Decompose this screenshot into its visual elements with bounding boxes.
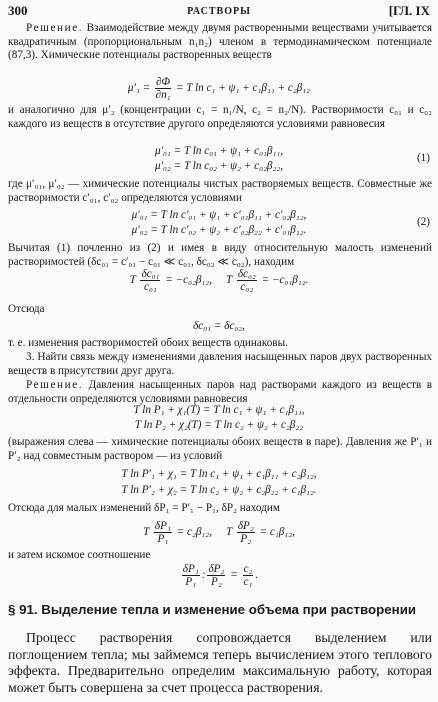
page-number: 300: [8, 3, 28, 18]
paragraph-text: Отсюда для малых изменений δP₁ = P′₁ − P₁, δP₂ находим: [8, 502, 280, 514]
equation-equal-changes: δc₀₁ = δc₀₂,: [193, 320, 245, 332]
equation-1b: μ′₀₂ = T ln c₀₂ + ψ₂ + c₀₂β₂₂,: [154, 160, 284, 172]
paragraph-text: Вычитая (1) почленно из (2) и имея в виду относительную малость изменений растворимостей (δc₀₁ = c′₀₁ − c₀₁ ≪ c₀₁, δc₀₂ ≪ c₀₂), находим: [8, 242, 432, 268]
paragraph-1: [8, 22, 432, 63]
paragraph-9: [8, 436, 432, 463]
paragraph-text: Взаимодействие между двумя растворенными веществами учитывается квадратичным (пропорциональным n₁n₂) членом в термодинамическом потенциале (87,3). Химические потенциалы растворенных веществ: [8, 22, 433, 62]
paragraph-10: [8, 502, 432, 516]
paragraph-text: где μ′₀₁, μ′₀₂ — химические потенциалы чистых растворяемых веществ. Совместные же растворимости c′₀₁, c′₀₂ определяются условиями: [8, 178, 432, 204]
equation-part: μ′₁ =: [127, 82, 151, 95]
equation-2b: μ′₀₂ = T ln c′₀₂ + ψ₂ + c′₀₂β₂₂ + c′₀₁β₁₂.: [131, 224, 307, 236]
paragraph-text: Процесс растворения сопровождается выделением или поглощением тепла; мы займемся теперь вычислением этого теплового эффекта. Предварительно определим максимальную работу, которая может быть совершена за счет процесса растворения.: [8, 630, 432, 695]
paragraph-6: [8, 337, 432, 351]
equation-vapor-2: T ln P₂ + χ₂(T) = T ln c₂ + ψ₂ + c₂β₂₂: [134, 419, 304, 431]
equation-final-ratio: $\frac{\text{δP₁}}{\text{P₁}}$ : $\frac{\text{δP₂}}{\text{P₂}}$ = $\frac{\text{c₂}}{\text{c₁}}$ .: [182, 563, 259, 588]
paragraph-2: [8, 104, 432, 131]
chapter-label: [ГЛ. IX: [388, 3, 430, 18]
solution-label: Решение.: [26, 379, 84, 391]
paragraph-text: Давления насыщенных паров над растворами каждого из веществ в отдельности определяются условиями равновесия: [8, 379, 432, 405]
section-heading: § 91. Выделение тепла и изменение объема при растворении: [8, 602, 417, 617]
page-header: [0, 4, 438, 20]
equation-number-1: (1): [416, 152, 430, 164]
equation-solubility-change: T $\frac{\text{δc₀₁}}{\text{c₀₁}}$ = −c₀₂β₁₂, T $\frac{\text{δc₀₂}}{\text{c₀₂}}$ = −c₀₁β₁₂.: [129, 268, 309, 293]
paragraph-3: [8, 178, 432, 205]
equation-mu1: [0, 76, 438, 101]
paragraph-text: и аналогично для μ′₂ (концентрации c₁ = n₁/N, c₂ = n₂/N). Растворимости c₀₁ и c₀₂ каждого из веществ в отсутствие другого определяются условиями равновесия: [8, 104, 432, 130]
equation-joint-1: T ln P′₁ + χ₁ = T ln c₁ + ψ₁ + c₁β₁₁ + c₂β₁₂,: [121, 468, 317, 480]
paragraph-text: (выражения слева — химические потенциалы обоих веществ в паре). Давления же P′₁ и P′₂ над совместным раствором — из условий: [8, 436, 432, 462]
solution-label: Решение.: [26, 22, 84, 34]
paragraph-11: [8, 549, 432, 563]
equation-vapor-1: T ln P₁ + χ₁(T) = T ln c₁ + ψ₁ + c₁β₁₁,: [133, 404, 305, 416]
paragraph-12: [8, 630, 432, 696]
equation-part: = T ln c₁ + ψ₁ + c₁β₁₁ + c₂β₁₂: [175, 82, 311, 95]
equation-2a: μ′₀₁ = T ln c′₀₁ + ψ₁ + c′₀₁β₁₁ + c′₀₂β₁₂,: [131, 209, 307, 221]
fraction: $\frac{\partial\Phi}{\text{∂n₁}}$: [155, 76, 171, 101]
paragraph-5: [8, 303, 432, 317]
equation-1a: μ′₀₁ = T ln c₀₁ + ψ₁ + c₀₁β₁₁,: [154, 145, 284, 157]
paragraph-text: и затем искомое соотношение: [8, 549, 151, 561]
equation-joint-2: T ln P′₂ + χ₂ = T ln c₂ + ψ₂ + c₂β₂₂ + c₁β₁₂.: [121, 484, 317, 496]
equation-pressure-change: T $\frac{\text{δP₁}}{\text{P₁}}$ = c₂β₁₂, T $\frac{\text{δP₂}}{\text{P₂}}$ = c₁β₁₂,: [143, 520, 295, 545]
paragraph-text: т. е. изменения растворимостей обоих веществ одинаковы.: [8, 337, 288, 349]
equation-number-2: (2): [416, 216, 430, 228]
paragraph-7: [8, 351, 432, 378]
paragraph-text: 3. Найти связь между изменениями давления насыщенных паров двух растворенных веществ в присутствии друг друга.: [8, 351, 432, 377]
paragraph-8: [8, 379, 432, 406]
paragraph-text: Отсюда: [8, 303, 45, 315]
paragraph-4: [8, 242, 432, 269]
running-title: РАСТВОРЫ: [187, 6, 251, 17]
